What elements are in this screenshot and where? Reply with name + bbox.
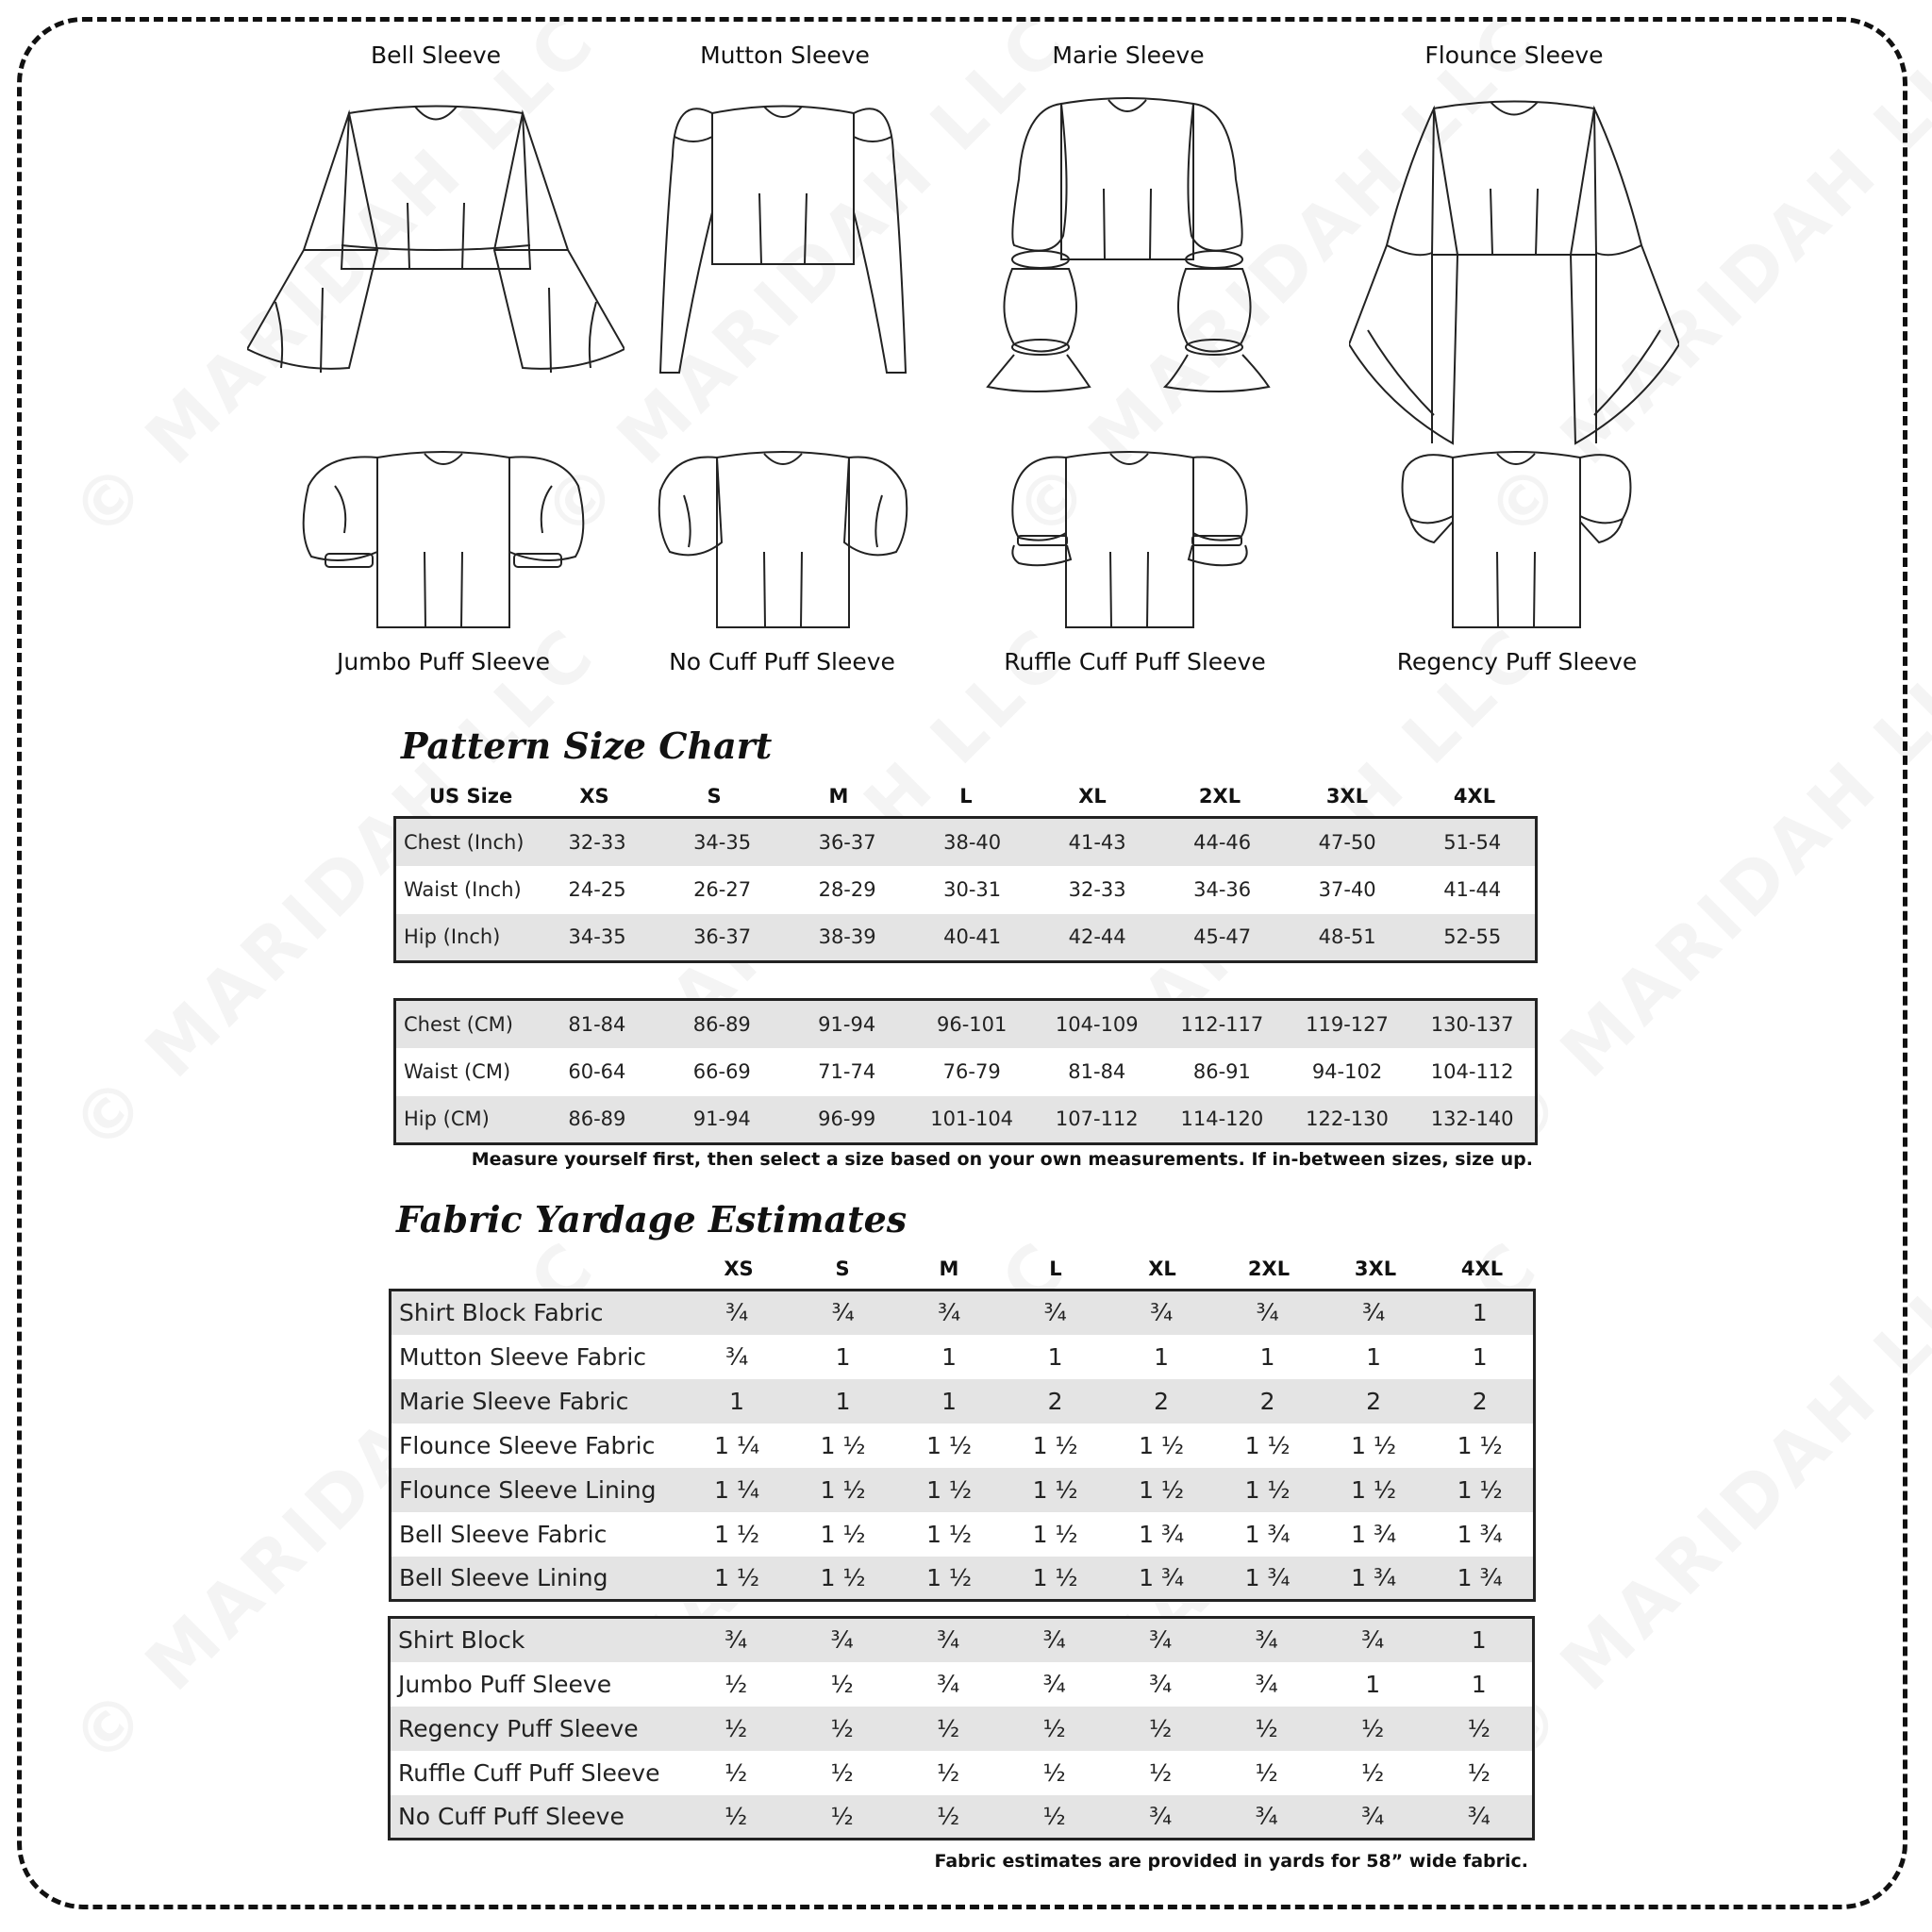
size-header-2xl: 2XL [1198,785,1241,808]
size-row [395,914,1537,962]
cell-value: 1 ¾ [1426,1512,1534,1557]
cell-value: 38-39 [785,914,910,962]
row-label: Ruffle Cuff Puff Sleeve [390,1751,683,1795]
cell-value: 37-40 [1285,866,1410,914]
cell-value: 1 ½ [790,1557,896,1601]
caption-ruffle-cuff-puff-sleeve: Ruffle Cuff Puff Sleeve [1004,648,1266,675]
cell-value: 1 ½ [1108,1468,1215,1512]
cell-value: 1 ½ [790,1512,896,1557]
no-cuff-puff-sleeve-drawing [656,448,910,632]
cell-value: 101-104 [909,1096,1035,1144]
size-row [395,1000,1537,1048]
cell-value: 38-40 [909,818,1035,866]
size-chart-title: Pattern Size Chart [401,724,773,767]
yardage-row [390,1662,1534,1707]
cell-value: 42-44 [1035,914,1160,962]
cell-value: 1 ½ [1002,1512,1108,1557]
cell-value: 1 [1108,1335,1215,1379]
cell-value: 41-44 [1409,866,1536,914]
row-label: Flounce Sleeve Fabric [391,1424,684,1468]
cell-value: 2 [1426,1379,1534,1424]
cell-value: 1 [1426,1291,1534,1335]
cell-value: 1 ½ [684,1557,791,1601]
cell-value: 24-25 [535,866,660,914]
cell-value: 1 ½ [896,1557,1003,1601]
yardage-row [390,1618,1534,1662]
cell-value: 45-47 [1159,914,1285,962]
cell-value: 1 ½ [1002,1424,1108,1468]
cell-value: ½ [1001,1795,1108,1840]
marie-sleeve-drawing [976,94,1278,396]
row-label: Waist (CM) [395,1048,535,1096]
size-row [395,818,1537,866]
cell-value: ¾ [684,1291,791,1335]
cell-value: 1 ½ [896,1468,1003,1512]
cell-value: 1 ¼ [684,1424,791,1468]
cell-value: 96-99 [784,1096,908,1144]
row-label: No Cuff Puff Sleeve [390,1795,683,1840]
cell-value: 1 ¾ [1426,1557,1534,1601]
cell-value: ½ [1320,1707,1426,1751]
cell-value: 36-37 [785,818,910,866]
yardage-header-xl: XL [1148,1257,1176,1280]
cell-value: ¾ [1320,1795,1426,1840]
size-header-m: M [828,785,849,808]
cell-value: 1 [790,1335,896,1379]
yardage-row [391,1379,1535,1424]
caption-bell-sleeve: Bell Sleeve [370,42,502,69]
cell-value: ½ [1320,1751,1426,1795]
row-label: Shirt Block [390,1618,683,1662]
yardage-row [391,1512,1535,1557]
size-header-3xl: 3XL [1325,785,1369,808]
size-row [395,1096,1537,1144]
yardage-row [391,1468,1535,1512]
cell-value: 76-79 [909,1048,1035,1096]
cell-value: 66-69 [659,1048,784,1096]
cell-value: ½ [789,1795,895,1840]
cell-value: 32-33 [1035,866,1160,914]
size-header-s: S [707,785,722,808]
cell-value: ½ [789,1707,895,1751]
cell-value: 104-112 [1409,1048,1536,1096]
caption-regency-puff-sleeve: Regency Puff Sleeve [1396,648,1638,675]
size-chart-cm-table [393,998,1538,1145]
cell-value: 1 ¾ [1214,1512,1321,1557]
caption-mutton-sleeve: Mutton Sleeve [700,42,870,69]
cell-value: 1 [896,1335,1003,1379]
cell-value: 1 ½ [1321,1468,1427,1512]
cell-value: ¾ [790,1291,896,1335]
yardage-table-a [389,1289,1536,1602]
yardage-header-2xl: 2XL [1247,1257,1291,1280]
row-label: Chest (CM) [395,1000,535,1048]
cell-value: 81-84 [535,1000,659,1048]
cell-value: 1 ¾ [1214,1557,1321,1601]
cell-value: 107-112 [1034,1096,1159,1144]
yardage-title: Fabric Yardage Estimates [396,1198,908,1241]
cell-value: 41-43 [1035,818,1160,866]
yardage-header-m: M [939,1257,959,1280]
size-header-xs: XS [579,785,609,808]
cell-value: ½ [789,1751,895,1795]
cell-value: ¾ [896,1291,1003,1335]
yardage-row [390,1751,1534,1795]
cell-value: 130-137 [1409,1000,1536,1048]
cell-value: 1 ½ [896,1424,1003,1468]
cell-value: ¾ [789,1618,895,1662]
cell-value: ½ [1001,1751,1108,1795]
cell-value: ½ [895,1795,1002,1840]
cell-value: ¾ [1001,1662,1108,1707]
cell-value: ¾ [1108,1291,1215,1335]
cell-value: 44-46 [1159,818,1285,866]
cell-value: 48-51 [1285,914,1410,962]
yardage-row [391,1335,1535,1379]
row-label: Flounce Sleeve Lining [391,1468,684,1512]
yardage-header-4xl: 4XL [1460,1257,1504,1280]
cell-value: 132-140 [1409,1096,1536,1144]
row-label: Hip (Inch) [395,914,535,962]
cell-value: 30-31 [909,866,1035,914]
row-label: Waist (Inch) [395,866,535,914]
cell-value: ½ [789,1662,895,1707]
jumbo-puff-sleeve-drawing [297,448,590,632]
size-chart-inch-table [393,816,1538,963]
cell-value: 2 [1321,1379,1427,1424]
regency-puff-sleeve-drawing [1401,448,1632,632]
cell-value: ½ [683,1795,790,1840]
row-label: Hip (CM) [395,1096,535,1144]
ruffle-cuff-puff-sleeve-drawing [1005,448,1255,632]
row-label: Bell Sleeve Lining [391,1557,684,1601]
cell-value: 1 ¾ [1108,1557,1215,1601]
cell-value: 1 [1425,1662,1533,1707]
cell-value: ¾ [1108,1618,1214,1662]
row-label: Jumbo Puff Sleeve [390,1662,683,1707]
cell-value: 36-37 [659,914,785,962]
bell-sleeve-drawing [247,99,625,382]
cell-value: 1 ½ [1108,1424,1215,1468]
cell-value: 86-89 [535,1096,659,1144]
cell-value: ¾ [895,1618,1002,1662]
cell-value: 28-29 [785,866,910,914]
cell-value: 1 [896,1379,1003,1424]
cell-value: ¾ [1213,1795,1320,1840]
cell-value: 114-120 [1159,1096,1285,1144]
size-header-xl: XL [1078,785,1107,808]
cell-value: 1 ½ [1321,1424,1427,1468]
cell-value: ¾ [684,1335,791,1379]
size-header-l: L [959,785,973,808]
cell-value: 2 [1002,1379,1108,1424]
cell-value: ¾ [1108,1795,1214,1840]
cell-value: 1 [684,1379,791,1424]
cell-value: 51-54 [1409,818,1536,866]
cell-value: 112-117 [1159,1000,1285,1048]
cell-value: ¾ [895,1662,1002,1707]
caption-marie-sleeve: Marie Sleeve [1052,42,1205,69]
cell-value: ½ [1213,1707,1320,1751]
caption-no-cuff-puff-sleeve: No Cuff Puff Sleeve [669,648,895,675]
mutton-sleeve-drawing [656,99,910,382]
yardage-row [391,1291,1535,1335]
cell-value: ½ [1001,1707,1108,1751]
row-label: Marie Sleeve Fabric [391,1379,684,1424]
cell-value: ¾ [1214,1291,1321,1335]
row-label: Mutton Sleeve Fabric [391,1335,684,1379]
cell-value: 26-27 [659,866,785,914]
cell-value: ½ [1425,1707,1533,1751]
cell-value: ¾ [1108,1662,1214,1707]
cell-value: 104-109 [1034,1000,1159,1048]
cell-value: 40-41 [909,914,1035,962]
size-row [395,1048,1537,1096]
cell-value: 1 ¾ [1321,1557,1427,1601]
cell-value: 1 [1320,1662,1426,1707]
cell-value: 1 ½ [790,1424,896,1468]
flounce-sleeve-drawing [1349,94,1679,448]
cell-value: 1 [1214,1335,1321,1379]
cell-value: 1 ½ [1426,1468,1534,1512]
cell-value: ¾ [1001,1618,1108,1662]
cell-value: ½ [683,1662,790,1707]
yardage-header-3xl: 3XL [1354,1257,1397,1280]
yardage-header-s: S [835,1257,850,1280]
row-label: Shirt Block Fabric [391,1291,684,1335]
cell-value: 1 ½ [684,1512,791,1557]
cell-value: ½ [683,1751,790,1795]
cell-value: ½ [1425,1751,1533,1795]
cell-value: 1 ½ [896,1512,1003,1557]
cell-value: 1 [1426,1335,1534,1379]
cell-value: 34-35 [659,818,785,866]
cell-value: 1 ½ [1214,1424,1321,1468]
yardage-row [390,1795,1534,1840]
caption-jumbo-puff-sleeve: Jumbo Puff Sleeve [336,648,551,675]
cell-value: ½ [683,1707,790,1751]
cell-value: 1 [1002,1335,1108,1379]
cell-value: 1 ½ [1426,1424,1534,1468]
cell-value: 1 ½ [1214,1468,1321,1512]
cell-value: 1 ¾ [1321,1512,1427,1557]
size-header-label: US Size [429,785,513,808]
size-header-4xl: 4XL [1453,785,1496,808]
cell-value: 119-127 [1285,1000,1410,1048]
row-label: Bell Sleeve Fabric [391,1512,684,1557]
cell-value: 86-89 [659,1000,784,1048]
cell-value: ¾ [1213,1662,1320,1707]
row-label: Regency Puff Sleeve [390,1707,683,1751]
cell-value: 91-94 [659,1096,784,1144]
cell-value: 96-101 [909,1000,1035,1048]
cell-value: 86-91 [1159,1048,1285,1096]
cell-value: 122-130 [1285,1096,1410,1144]
cell-value: 1 [790,1379,896,1424]
cell-value: 1 ½ [1002,1468,1108,1512]
cell-value: 34-36 [1159,866,1285,914]
cell-value: 91-94 [784,1000,908,1048]
cell-value: 2 [1214,1379,1321,1424]
cell-value: ¾ [683,1618,790,1662]
yardage-header-l: L [1049,1257,1062,1280]
cell-value: 1 [1321,1335,1427,1379]
cell-value: 47-50 [1285,818,1410,866]
cell-value: ½ [1213,1751,1320,1795]
cell-value: 71-74 [784,1048,908,1096]
cell-value: ½ [895,1751,1002,1795]
yardage-table-b [388,1616,1535,1840]
yardage-row [391,1557,1535,1601]
cell-value: 1 [1425,1618,1533,1662]
cell-value: 60-64 [535,1048,659,1096]
cell-value: 2 [1108,1379,1215,1424]
size-row [395,866,1537,914]
cell-value: ¾ [1425,1795,1533,1840]
row-label: Chest (Inch) [395,818,535,866]
caption-flounce-sleeve: Flounce Sleeve [1424,42,1604,69]
cell-value: ½ [1108,1751,1214,1795]
cell-value: 52-55 [1409,914,1536,962]
cell-value: ¾ [1002,1291,1108,1335]
cell-value: 94-102 [1285,1048,1410,1096]
cell-value: ½ [895,1707,1002,1751]
cell-value: 81-84 [1034,1048,1159,1096]
yardage-row [390,1707,1534,1751]
cell-value: ½ [1108,1707,1214,1751]
cell-value: 32-33 [535,818,660,866]
yardage-header-xs: XS [724,1257,754,1280]
yardage-row [391,1424,1535,1468]
cell-value: 1 ½ [790,1468,896,1512]
cell-value: ¾ [1213,1618,1320,1662]
cell-value: ¾ [1320,1618,1426,1662]
cell-value: 1 ¼ [684,1468,791,1512]
cell-value: 1 ¾ [1108,1512,1215,1557]
cell-value: ¾ [1321,1291,1427,1335]
cell-value: 34-35 [535,914,660,962]
yardage-note: Fabric estimates are provided in yards for 58” wide fabric. [934,1851,1528,1872]
size-chart-note: Measure yourself first, then select a size based on your own measurements. If in-between sizes, size up. [471,1149,1533,1170]
cell-value: 1 ½ [1002,1557,1108,1601]
